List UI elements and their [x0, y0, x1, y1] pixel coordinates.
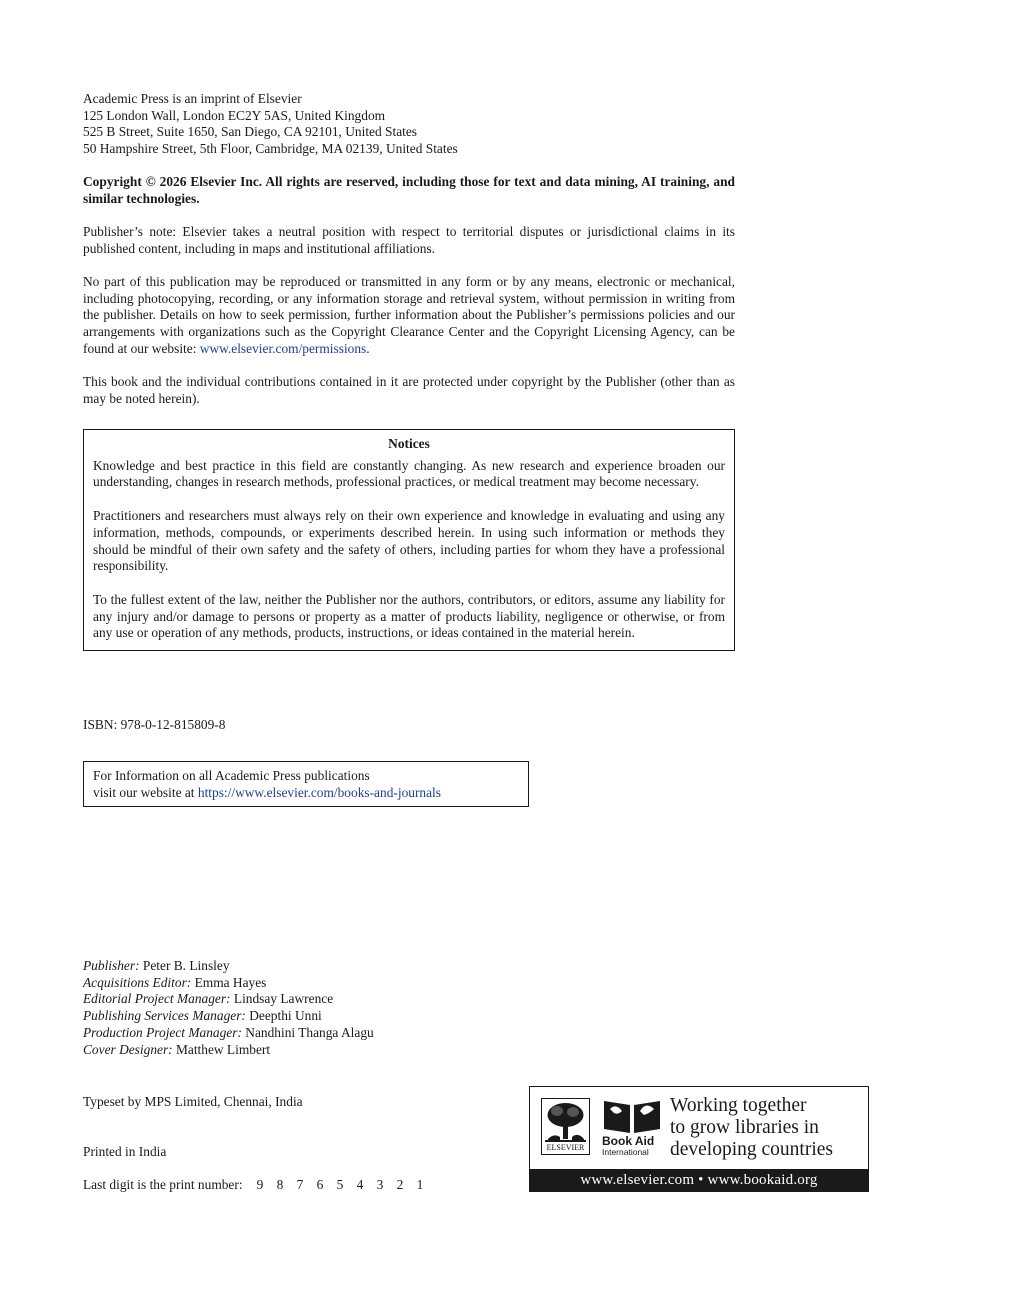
permissions-end: . — [366, 340, 370, 356]
elsevier-logo-text: ELSEVIER — [546, 1143, 585, 1152]
permissions-text: No part of this publication may be reproduced or transmitted in any form or by any means, electronic or mechanical, including photocopying, recording, or any information storage and retrieval system, without permission in writing from the publisher. Details on how to seek permission, further information about the Publisher’s permissions policies and our arrangements with organizations such as the Copyright Clearance Center and the Copyright Licensing Agency, can be found at our website: — [83, 274, 735, 356]
credit-role: Acquisitions Editor: — [83, 974, 192, 990]
print-number-line — [83, 1177, 523, 1194]
imprint-line: 525 B Street, Suite 1650, San Diego, CA 92101, United States — [83, 124, 418, 140]
imprint-line: 50 Hampshire Street, 5th Floor, Cambridge, MA 02139, United States — [83, 141, 458, 157]
credit-name: Deepthi Unni — [249, 1008, 322, 1024]
credit-name: Nandhini Thanga Alagu — [245, 1024, 374, 1040]
elsevier-tree-icon — [542, 1099, 589, 1143]
copyright-statement: Copyright © 2026 Elsevier Inc. All rights are reserved, including those for text and data mining, AI training, and similar technologies. — [83, 174, 735, 206]
credit-name: Emma Hayes — [194, 974, 267, 990]
open-book-hands-icon — [602, 1097, 662, 1135]
credit-line — [83, 975, 374, 992]
tagline-line: to grow libraries in — [670, 1117, 819, 1138]
info-line — [93, 785, 519, 802]
print-digit: 5 — [336, 1177, 344, 1192]
imprint-line: 125 London Wall, London EC2Y 5AS, United Kingdom — [83, 107, 386, 123]
imprint-block — [83, 91, 735, 158]
info-prefix: visit our website at — [93, 784, 198, 800]
credit-line — [83, 1025, 374, 1042]
banner-urls: www.elsevier.com • www.bookaid.org — [530, 1169, 868, 1191]
tagline-line: Working together — [670, 1095, 807, 1116]
info-box — [83, 761, 529, 807]
print-digit: 1 — [416, 1177, 424, 1192]
typeset-line: Typeset by MPS Limited, Chennai, India — [83, 1094, 303, 1109]
isbn: ISBN: 978-0-12-815809-8 — [83, 717, 226, 732]
imprint-line: Academic Press is an imprint of Elsevier — [83, 91, 302, 106]
credit-line — [83, 1042, 374, 1059]
print-digit: 4 — [356, 1177, 364, 1192]
print-digit: 3 — [376, 1177, 384, 1192]
books-journals-link[interactable]: https://www.elsevier.com/books-and-journals — [197, 784, 441, 800]
book-aid-logo — [602, 1097, 662, 1157]
credit-role: Publisher: — [83, 958, 140, 973]
print-number-label: Last digit is the print number: — [83, 1177, 243, 1192]
book-aid-banner — [529, 1086, 869, 1192]
credit-role: Publishing Services Manager: — [83, 1008, 246, 1024]
notice-paragraph: To the fullest extent of the law, neither the Publisher nor the authors, contributors, or editors, assume any liability for any injury and/or damage to persons or property as a matter of products liability, negligence or otherwise, or from any use or operation of any methods, products, instructions, or ideas contained in the material herein. — [93, 591, 725, 641]
credit-name: Peter B. Linsley — [142, 958, 230, 973]
notice-paragraph: Knowledge and best practice in this field are constantly changing. As new research and experience broaden our understanding, changes in research methods, professional practices, or medical treatment may become necessary. — [93, 457, 725, 490]
printed-line: Printed in India — [83, 1144, 167, 1159]
tagline-line: developing countries — [670, 1139, 833, 1160]
print-digit: 6 — [316, 1177, 324, 1192]
publisher-note: Publisher’s note: Elsevier takes a neutral position with respect to territorial disputes or jurisdictional claims in its published content, including in maps and institutional affiliations. — [83, 224, 735, 256]
permissions-link[interactable]: www.elsevier.com/permissions — [199, 340, 367, 356]
credits-list — [83, 958, 374, 1058]
print-digit: 9 — [256, 1177, 264, 1192]
banner-tagline — [670, 1095, 833, 1161]
elsevier-logo — [541, 1098, 590, 1155]
info-line: For Information on all Academic Press publications — [93, 768, 370, 783]
credit-line — [83, 1008, 374, 1025]
print-digit: 7 — [296, 1177, 304, 1192]
credit-line — [83, 991, 374, 1008]
book-aid-name: Book Aid — [602, 1134, 655, 1148]
credit-name: Matthew Limbert — [175, 1041, 271, 1057]
book-aid-sub: International — [602, 1147, 649, 1157]
permissions-paragraph — [83, 274, 735, 358]
credit-name: Lindsay Lawrence — [233, 991, 334, 1007]
credit-role: Production Project Manager: — [83, 1024, 242, 1040]
protection-statement: This book and the individual contributions contained in it are protected under copyright by the Publisher (other than as may be noted herein). — [83, 374, 735, 406]
notice-paragraph: Practitioners and researchers must always rely on their own experience and knowledge in evaluating and using any information, methods, compounds, or experiments described herein. In using such information or methods they should be mindful of their own safety and the safety of others, including parties for whom they have a professional responsibility. — [93, 508, 725, 574]
credit-role: Editorial Project Manager: — [83, 991, 231, 1007]
notices-title: Notices — [388, 436, 430, 451]
credit-line — [83, 958, 374, 975]
notices-box — [83, 429, 735, 651]
credit-role: Cover Designer: — [83, 1041, 173, 1057]
print-digit: 8 — [276, 1177, 284, 1192]
print-digit: 2 — [396, 1177, 404, 1192]
